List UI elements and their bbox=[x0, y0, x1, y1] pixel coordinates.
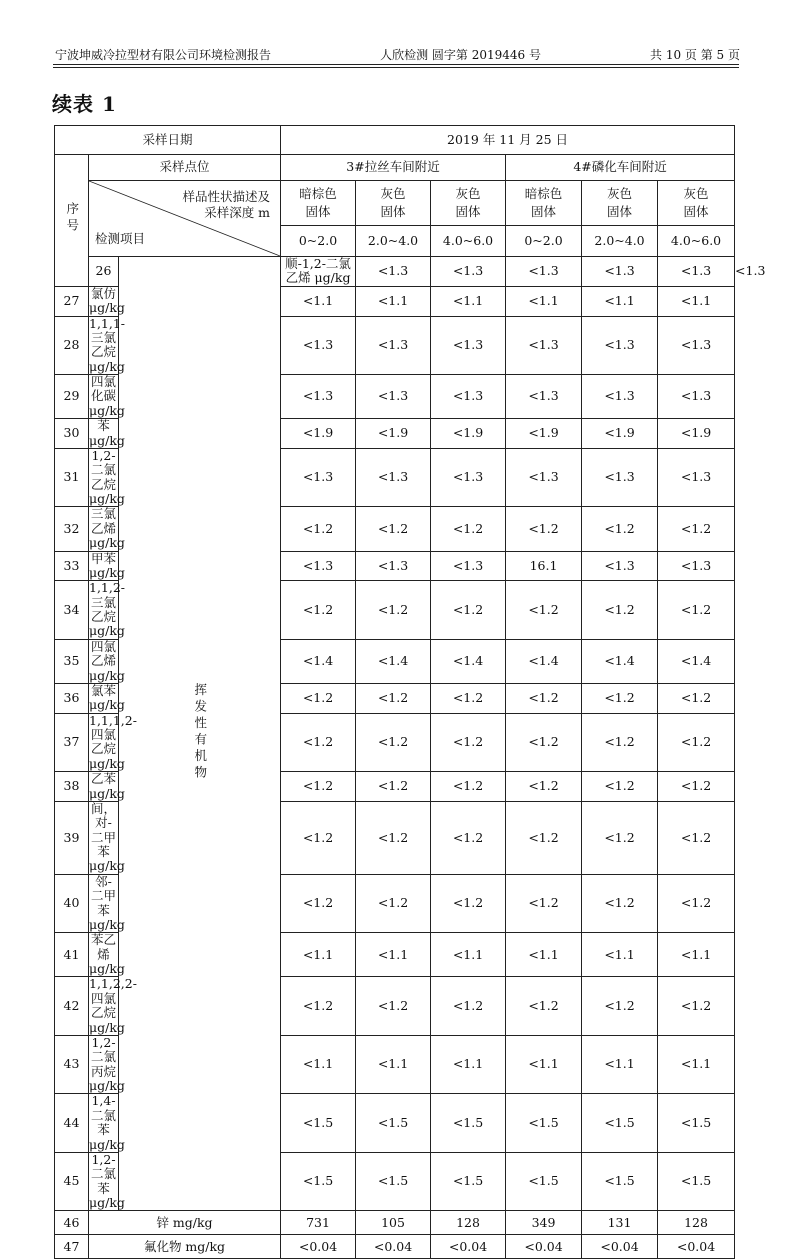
result-value: <0.04 bbox=[582, 1235, 658, 1259]
result-value: <1.2 bbox=[582, 874, 658, 933]
result-value: <1.9 bbox=[431, 419, 506, 449]
result-value: <1.1 bbox=[658, 933, 735, 977]
result-value: <1.2 bbox=[506, 874, 582, 933]
result-value: <1.2 bbox=[281, 772, 356, 802]
row-number: 44 bbox=[55, 1094, 89, 1153]
row-number: 45 bbox=[55, 1152, 89, 1211]
result-value: <1.4 bbox=[356, 639, 431, 683]
row-number: 35 bbox=[55, 639, 89, 683]
seq-header bbox=[55, 155, 89, 287]
row-number: 43 bbox=[55, 1035, 89, 1094]
result-value: <1.2 bbox=[431, 977, 506, 1036]
test-item: 甲苯 μg/kg bbox=[89, 550, 125, 580]
result-value: <1.5 bbox=[582, 1094, 658, 1153]
table-title: 续表 1 bbox=[52, 92, 117, 116]
result-value: <1.9 bbox=[356, 419, 431, 449]
results-table bbox=[54, 125, 766, 1259]
result-value: <1.3 bbox=[506, 375, 582, 419]
result-value: <1.2 bbox=[582, 801, 658, 874]
diagonal-header bbox=[89, 181, 281, 257]
sample-desc bbox=[431, 181, 506, 226]
sample-state: 固体 bbox=[305, 204, 331, 219]
result-value: <1.5 bbox=[431, 1152, 506, 1211]
result-value: <1.2 bbox=[506, 977, 582, 1036]
row-number: 26 bbox=[89, 257, 119, 287]
result-value: <1.2 bbox=[658, 683, 735, 713]
row-number: 28 bbox=[55, 316, 89, 375]
test-item: 1,1,2,2-四氯乙烷 μg/kg bbox=[89, 976, 137, 1035]
test-item: 1,2-二氯苯 μg/kg bbox=[89, 1151, 125, 1210]
row-number: 33 bbox=[55, 551, 89, 581]
row-number: 46 bbox=[55, 1211, 89, 1235]
row-number: 34 bbox=[55, 581, 89, 640]
result-value: <1.1 bbox=[356, 1035, 431, 1094]
sample-date-label: 采样日期 bbox=[55, 126, 281, 155]
result-value: <0.04 bbox=[506, 1235, 582, 1259]
result-value: <1.3 bbox=[356, 257, 431, 287]
result-value: <1.3 bbox=[356, 551, 431, 581]
voc-group-label bbox=[119, 257, 281, 1211]
result-value: 128 bbox=[431, 1211, 506, 1235]
result-value: <1.2 bbox=[356, 683, 431, 713]
result-value: <1.5 bbox=[658, 1094, 735, 1153]
table-row bbox=[55, 1211, 735, 1235]
result-value: <1.3 bbox=[582, 375, 658, 419]
result-value: <1.9 bbox=[506, 419, 582, 449]
test-item: 1,2-二氯乙烷 μg/kg bbox=[89, 447, 125, 506]
result-value: <1.3 bbox=[658, 375, 735, 419]
row-number: 32 bbox=[55, 507, 89, 551]
result-value: <1.2 bbox=[506, 683, 582, 713]
sample-color: 暗棕色 bbox=[524, 185, 563, 201]
result-value: <1.1 bbox=[582, 1035, 658, 1094]
result-value: <1.3 bbox=[658, 448, 735, 507]
site-2: 4#磷化车间附近 bbox=[506, 155, 735, 181]
test-item: 乙苯 μg/kg bbox=[89, 771, 125, 801]
desc-label: 样品性状描述及 bbox=[182, 189, 271, 204]
row-number: 31 bbox=[55, 448, 89, 507]
result-value: <1.2 bbox=[506, 713, 582, 772]
sample-state: 固体 bbox=[607, 204, 633, 219]
header-rule bbox=[53, 64, 739, 65]
result-value: <1.3 bbox=[281, 375, 356, 419]
site-1: 3#拉丝车间附近 bbox=[281, 155, 506, 181]
sample-state: 固体 bbox=[380, 204, 406, 219]
result-value: <1.2 bbox=[431, 713, 506, 772]
result-value: <1.1 bbox=[356, 933, 431, 977]
sample-date-value: 2019 年 11 月 25 日 bbox=[281, 126, 735, 155]
result-value: <1.2 bbox=[281, 977, 356, 1036]
sample-color: 暗棕色 bbox=[299, 185, 337, 201]
test-item: 1,1,1,2-四氯乙烷 μg/kg bbox=[89, 712, 137, 771]
result-value: 105 bbox=[356, 1211, 431, 1235]
result-value: <1.2 bbox=[356, 581, 431, 640]
table-row: 26 挥发性有机物 顺-1,2-二氯乙烯 μg/kg <1.3 <1.3 <1.3 <1.3 <1.3 <1.3 bbox=[55, 257, 735, 287]
sample-state: 固体 bbox=[683, 204, 709, 219]
result-value: <1.5 bbox=[281, 1152, 356, 1211]
result-value: <1.2 bbox=[281, 713, 356, 772]
result-value: 349 bbox=[506, 1211, 582, 1235]
result-value: <1.2 bbox=[582, 507, 658, 551]
result-value: <1.2 bbox=[356, 507, 431, 551]
row-number: 42 bbox=[55, 977, 89, 1036]
result-value: <1.2 bbox=[281, 507, 356, 551]
result-value: <1.3 bbox=[281, 551, 356, 581]
result-value: <0.04 bbox=[431, 1235, 506, 1259]
result-value: <1.9 bbox=[658, 419, 735, 449]
result-value: <1.3 bbox=[431, 257, 506, 287]
result-value: <1.2 bbox=[431, 772, 506, 802]
sample-desc bbox=[506, 181, 582, 226]
sample-color: 灰色 bbox=[455, 185, 481, 201]
result-value: <1.3 bbox=[506, 448, 582, 507]
row-number: 29 bbox=[55, 375, 89, 419]
result-value: <1.5 bbox=[582, 1152, 658, 1211]
row-number: 30 bbox=[55, 419, 89, 449]
result-value: <1.5 bbox=[506, 1094, 582, 1153]
result-value: <1.2 bbox=[356, 801, 431, 874]
seq-header-label: 序号 bbox=[64, 202, 80, 236]
result-value: <1.1 bbox=[506, 286, 582, 316]
row-number: 36 bbox=[55, 683, 89, 713]
sample-color: 灰色 bbox=[380, 185, 406, 201]
result-value: <0.04 bbox=[658, 1235, 735, 1259]
result-value: <1.1 bbox=[506, 1035, 582, 1094]
result-value: <1.4 bbox=[658, 639, 735, 683]
result-value: <1.1 bbox=[431, 286, 506, 316]
result-value: <1.2 bbox=[431, 874, 506, 933]
test-item: 三氯乙烯 μg/kg bbox=[89, 506, 125, 551]
result-value: <1.4 bbox=[582, 639, 658, 683]
test-item: 顺-1,2-二氯乙烯 μg/kg bbox=[281, 257, 356, 287]
test-item: 1,4-二氯苯 μg/kg bbox=[89, 1093, 125, 1152]
result-value: <1.2 bbox=[356, 772, 431, 802]
sample-depth: 4.0~6.0 bbox=[658, 226, 735, 257]
sample-depth: 0~2.0 bbox=[506, 226, 582, 257]
page-header bbox=[55, 44, 740, 64]
test-item: 氯苯 μg/kg bbox=[89, 682, 125, 713]
result-value: <1.4 bbox=[506, 639, 582, 683]
result-value: <1.3 bbox=[658, 551, 735, 581]
result-value: <1.2 bbox=[582, 683, 658, 713]
row-number: 39 bbox=[55, 801, 89, 874]
result-value: <1.2 bbox=[281, 683, 356, 713]
result-value: <1.1 bbox=[582, 933, 658, 977]
result-value: <1.2 bbox=[281, 581, 356, 640]
test-item: 氯仿 μg/kg bbox=[89, 285, 125, 316]
sample-state: 固体 bbox=[531, 204, 557, 219]
result-value: <1.2 bbox=[356, 977, 431, 1036]
result-value: <1.2 bbox=[356, 713, 431, 772]
row-number: 27 bbox=[55, 286, 89, 316]
result-value: <0.04 bbox=[356, 1235, 431, 1259]
test-item: 氟化物 mg/kg bbox=[89, 1235, 281, 1259]
result-value: <0.04 bbox=[281, 1235, 356, 1259]
voc-group-text: 挥发性有机物 bbox=[192, 682, 208, 782]
result-value: <1.3 bbox=[582, 257, 658, 287]
result-value: <1.2 bbox=[506, 581, 582, 640]
result-value: <1.3 bbox=[431, 448, 506, 507]
sample-desc bbox=[281, 181, 356, 226]
result-value: <1.2 bbox=[582, 772, 658, 802]
result-value: <1.1 bbox=[431, 1035, 506, 1094]
result-value: <1.2 bbox=[658, 581, 735, 640]
sample-color: 灰色 bbox=[683, 185, 709, 201]
sample-desc bbox=[356, 181, 431, 226]
result-value: <1.9 bbox=[281, 419, 356, 449]
result-value: <1.2 bbox=[582, 977, 658, 1036]
result-value: <1.5 bbox=[281, 1094, 356, 1153]
test-item: 1,2-二氯丙烷 μg/kg bbox=[89, 1034, 125, 1093]
result-value: <1.3 bbox=[431, 375, 506, 419]
result-value: <1.1 bbox=[431, 933, 506, 977]
result-value: 128 bbox=[658, 1211, 735, 1235]
test-item: 锌 mg/kg bbox=[89, 1211, 281, 1235]
result-value: <1.1 bbox=[582, 286, 658, 316]
result-value: <1.3 bbox=[431, 316, 506, 375]
result-value: 16.1 bbox=[506, 551, 582, 581]
result-value: <1.2 bbox=[658, 977, 735, 1036]
sample-depth: 2.0~4.0 bbox=[356, 226, 431, 257]
sample-depth: 2.0~4.0 bbox=[582, 226, 658, 257]
row-number: 40 bbox=[55, 874, 89, 933]
result-value: <1.2 bbox=[506, 772, 582, 802]
sample-state: 固体 bbox=[455, 204, 481, 219]
result-value: <1.2 bbox=[506, 507, 582, 551]
test-item: 四氯乙烯 μg/kg bbox=[89, 638, 125, 683]
result-value: <1.3 bbox=[658, 316, 735, 375]
result-value: <1.2 bbox=[281, 801, 356, 874]
test-item: 邻-二甲苯 μg/kg bbox=[89, 873, 125, 932]
sample-color: 灰色 bbox=[607, 185, 633, 201]
table-row bbox=[55, 1235, 735, 1259]
result-value: <1.3 bbox=[281, 448, 356, 507]
desc-depth-label bbox=[183, 189, 271, 222]
page-indicator: 共 10 页 第 5 页 bbox=[650, 47, 740, 62]
result-value: <1.2 bbox=[431, 581, 506, 640]
result-value: <1.4 bbox=[281, 639, 356, 683]
result-value: <1.5 bbox=[506, 1152, 582, 1211]
result-value: <1.3 bbox=[356, 375, 431, 419]
test-item: 1,1,1-三氯乙烷 μg/kg bbox=[89, 315, 126, 374]
result-value: <1.2 bbox=[658, 507, 735, 551]
row-number: 37 bbox=[55, 713, 89, 772]
row-number: 38 bbox=[55, 772, 89, 802]
test-item: 四氯化碳 μg/kg bbox=[89, 374, 125, 418]
result-value: <1.1 bbox=[506, 933, 582, 977]
sample-site-label: 采样点位 bbox=[89, 155, 281, 181]
result-value: <1.2 bbox=[582, 581, 658, 640]
result-value: <1.5 bbox=[356, 1152, 431, 1211]
test-item: 苯 μg/kg bbox=[89, 418, 125, 448]
result-value: <1.2 bbox=[582, 713, 658, 772]
result-value: <1.2 bbox=[431, 683, 506, 713]
sample-depth: 0~2.0 bbox=[281, 226, 356, 257]
result-value: <1.3 bbox=[506, 257, 582, 287]
test-item: 1,1,2-三氯乙烷 μg/kg bbox=[89, 580, 126, 639]
test-item-label: 检测项目 bbox=[95, 230, 146, 246]
result-value: <1.2 bbox=[281, 874, 356, 933]
result-value: <1.3 bbox=[582, 448, 658, 507]
result-value: 731 bbox=[281, 1211, 356, 1235]
result-value: <1.2 bbox=[658, 801, 735, 874]
result-value: <1.2 bbox=[506, 801, 582, 874]
row-number: 41 bbox=[55, 933, 89, 977]
sample-desc bbox=[658, 181, 735, 226]
result-value: <1.2 bbox=[658, 713, 735, 772]
report-number: 人欣检测 圆字第 2019446 号 bbox=[380, 47, 541, 62]
result-value: <1.3 bbox=[582, 551, 658, 581]
result-value: <1.3 bbox=[281, 316, 356, 375]
test-item: 苯乙烯 μg/kg bbox=[89, 932, 125, 976]
result-value: <1.3 bbox=[356, 448, 431, 507]
result-value: <1.9 bbox=[582, 419, 658, 449]
result-value: <1.1 bbox=[658, 1035, 735, 1094]
result-value: <1.1 bbox=[281, 286, 356, 316]
result-value: <1.3 bbox=[431, 551, 506, 581]
result-value: 131 bbox=[582, 1211, 658, 1235]
result-value: <1.5 bbox=[658, 1152, 735, 1211]
result-value: <1.2 bbox=[658, 772, 735, 802]
result-value: <1.1 bbox=[658, 286, 735, 316]
result-value: <1.2 bbox=[431, 507, 506, 551]
result-value: <1.3 bbox=[356, 316, 431, 375]
result-value: <1.2 bbox=[431, 801, 506, 874]
result-value: <1.5 bbox=[356, 1094, 431, 1153]
result-value: <1.4 bbox=[431, 639, 506, 683]
result-value: <1.1 bbox=[281, 1035, 356, 1094]
report-title: 宁波坤威冷拉型材有限公司环境检测报告 bbox=[55, 47, 272, 62]
result-value: <1.3 bbox=[582, 316, 658, 375]
sample-desc bbox=[582, 181, 658, 226]
test-item: 间，对-二甲苯 μg/kg bbox=[89, 800, 125, 874]
sample-depth: 4.0~6.0 bbox=[431, 226, 506, 257]
header-rule bbox=[53, 67, 739, 68]
depth-label: 采样深度 m bbox=[204, 205, 271, 221]
result-value: <1.5 bbox=[431, 1094, 506, 1153]
result-value: <1.3 bbox=[506, 316, 582, 375]
result-value: <1.1 bbox=[356, 286, 431, 316]
result-value: <1.2 bbox=[658, 874, 735, 933]
result-value: <1.3 bbox=[658, 257, 735, 287]
result-value: <1.1 bbox=[281, 933, 356, 977]
result-value: <1.2 bbox=[356, 874, 431, 933]
row-number: 47 bbox=[55, 1235, 89, 1259]
